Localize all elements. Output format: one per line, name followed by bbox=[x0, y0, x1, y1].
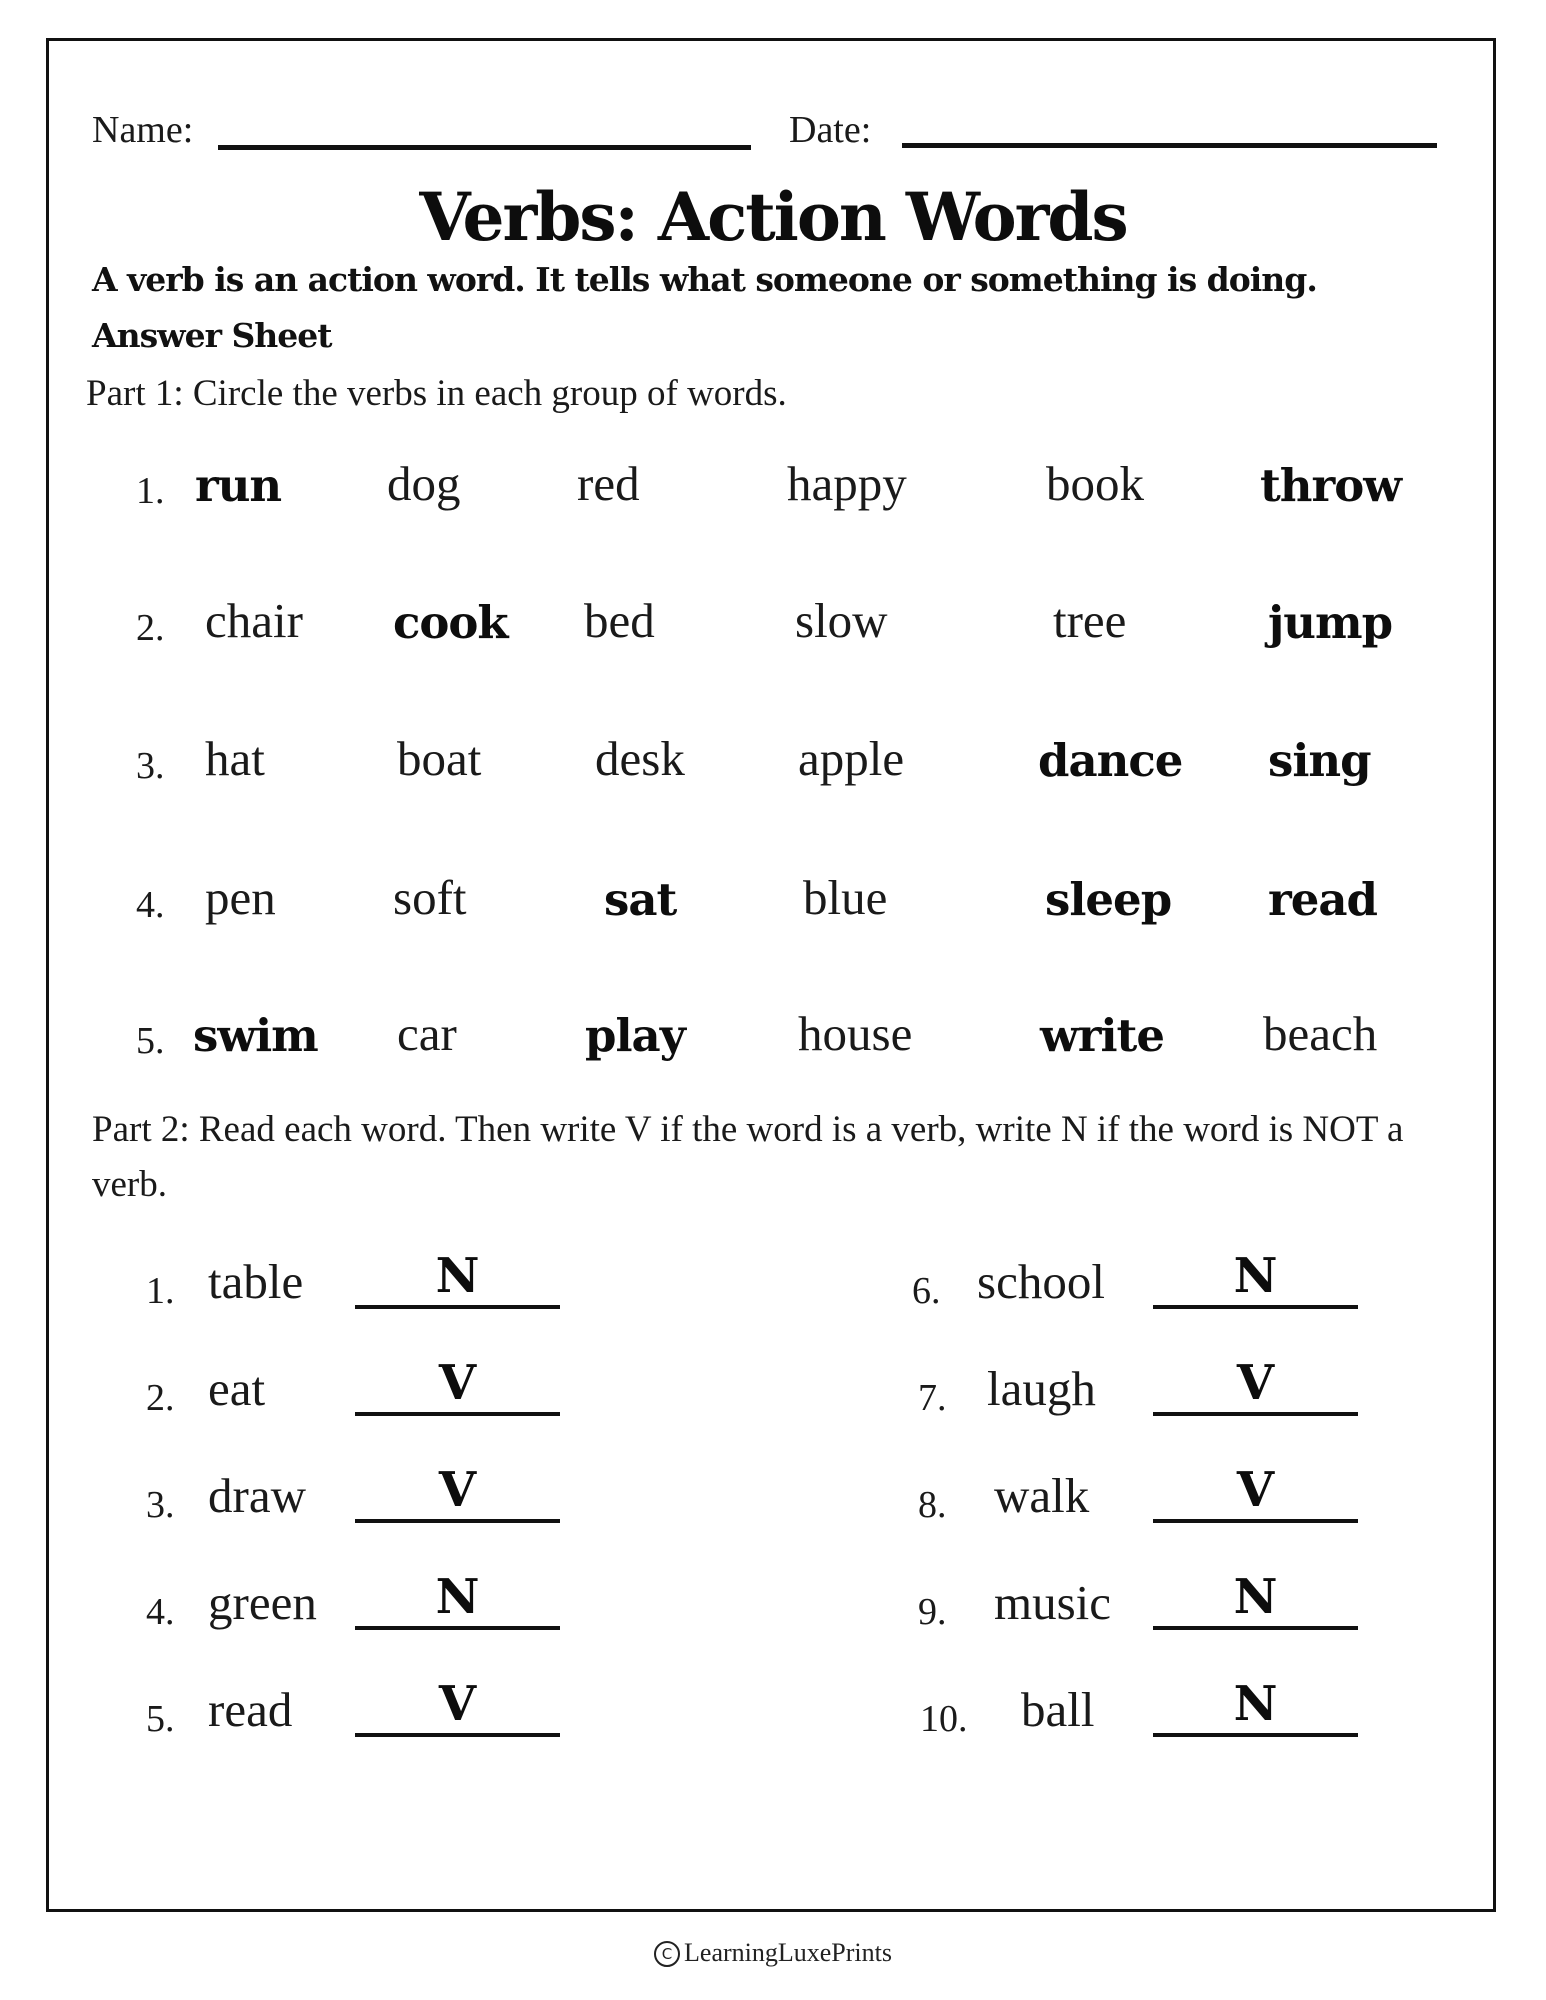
part2-answer-blank[interactable]: V bbox=[1153, 1461, 1358, 1523]
part2-answer-blank[interactable]: V bbox=[355, 1675, 560, 1737]
copyright-icon: C bbox=[654, 1941, 680, 1967]
part2-word: walk bbox=[994, 1468, 1090, 1523]
part1-word[interactable]: hat bbox=[205, 731, 265, 786]
part2-item-number: 9. bbox=[918, 1591, 947, 1633]
part2-item-number: 3. bbox=[146, 1484, 175, 1526]
part2-item-number: 8. bbox=[918, 1484, 947, 1526]
part1-word[interactable]: pen bbox=[205, 870, 276, 925]
part1-word[interactable]: desk bbox=[595, 731, 685, 786]
part1-verb-word[interactable]: cook bbox=[393, 596, 508, 649]
date-field-line[interactable] bbox=[902, 143, 1437, 148]
part1-word[interactable]: soft bbox=[393, 870, 467, 925]
part1-word[interactable]: tree bbox=[1053, 593, 1127, 648]
copyright-footer bbox=[0, 1938, 1546, 1968]
date-label: Date: bbox=[789, 109, 872, 151]
part1-word[interactable]: happy bbox=[787, 456, 907, 511]
part1-word[interactable]: chair bbox=[205, 593, 303, 648]
name-field-line[interactable] bbox=[218, 145, 751, 150]
part2-item-number: 7. bbox=[918, 1377, 947, 1419]
part1-row-number: 5. bbox=[136, 1020, 165, 1062]
part2-word: eat bbox=[208, 1361, 266, 1416]
part2-word: ball bbox=[1021, 1682, 1095, 1737]
verb-definition: A verb is an action word. It tells what someone or something is doing. bbox=[92, 260, 1317, 299]
part2-word: draw bbox=[208, 1468, 306, 1523]
brand-name: LearningLuxePrints bbox=[684, 1938, 892, 1967]
part2-item-number: 10. bbox=[920, 1698, 968, 1740]
part1-instruction: Part 1: Circle the verbs in each group of words. bbox=[86, 373, 787, 414]
part1-word[interactable]: house bbox=[798, 1006, 913, 1061]
part1-verb-word[interactable]: run bbox=[195, 459, 282, 512]
part2-word: table bbox=[208, 1254, 304, 1309]
part2-word: green bbox=[208, 1575, 317, 1630]
part2-answer-blank[interactable]: V bbox=[355, 1354, 560, 1416]
worksheet-title: Verbs: Action Words bbox=[419, 178, 1127, 256]
part2-word: music bbox=[994, 1575, 1112, 1630]
part1-row-number: 3. bbox=[136, 745, 165, 787]
part2-answer-blank[interactable]: N bbox=[355, 1568, 560, 1630]
part2-word: school bbox=[977, 1254, 1105, 1309]
part2-instruction: Part 2: Read each word. Then write V if the word is a verb, write N if the word is NOT a verb. bbox=[92, 1109, 1404, 1205]
part2-answer-blank[interactable]: N bbox=[355, 1247, 560, 1309]
part2-item-number: 1. bbox=[146, 1270, 175, 1312]
part1-word[interactable]: car bbox=[397, 1006, 457, 1061]
part1-word[interactable]: apple bbox=[798, 731, 905, 786]
part2-answer-blank[interactable]: N bbox=[1153, 1568, 1358, 1630]
answer-sheet-label: Answer Sheet bbox=[92, 316, 332, 355]
part2-answer-blank[interactable]: N bbox=[1153, 1247, 1358, 1309]
part2-item-number: 5. bbox=[146, 1698, 175, 1740]
part1-word[interactable]: slow bbox=[795, 593, 888, 648]
part2-item-number: 2. bbox=[146, 1377, 175, 1419]
part1-word[interactable]: red bbox=[577, 456, 640, 511]
part1-verb-word[interactable]: dance bbox=[1038, 734, 1183, 787]
part2-answer-blank[interactable]: V bbox=[1153, 1354, 1358, 1416]
part2-item-number: 4. bbox=[146, 1591, 175, 1633]
part2-answer-blank[interactable]: V bbox=[355, 1461, 560, 1523]
part1-row-number: 4. bbox=[136, 884, 165, 926]
part1-verb-word[interactable]: sat bbox=[604, 873, 677, 926]
part1-word[interactable]: boat bbox=[397, 731, 482, 786]
part1-verb-word[interactable]: play bbox=[585, 1009, 685, 1062]
part1-verb-word[interactable]: throw bbox=[1260, 459, 1401, 512]
part1-row-number: 2. bbox=[136, 607, 165, 649]
part1-word[interactable]: beach bbox=[1263, 1006, 1378, 1061]
part2-word: laugh bbox=[987, 1361, 1096, 1416]
part1-word[interactable]: bed bbox=[584, 593, 655, 648]
part2-item-number: 6. bbox=[912, 1270, 941, 1312]
part1-verb-word[interactable]: sleep bbox=[1045, 873, 1172, 926]
part1-verb-word[interactable]: swim bbox=[193, 1009, 318, 1062]
part2-word: read bbox=[208, 1682, 293, 1737]
part1-word[interactable]: dog bbox=[387, 456, 461, 511]
name-label: Name: bbox=[92, 109, 194, 151]
part1-verb-word[interactable]: read bbox=[1268, 873, 1377, 926]
part1-verb-word[interactable]: jump bbox=[1268, 596, 1393, 649]
part1-verb-word[interactable]: sing bbox=[1268, 734, 1371, 787]
part1-word[interactable]: book bbox=[1046, 456, 1144, 511]
part1-verb-word[interactable]: write bbox=[1040, 1009, 1164, 1062]
part1-row-number: 1. bbox=[136, 470, 165, 512]
part2-answer-blank[interactable]: N bbox=[1153, 1675, 1358, 1737]
part1-word[interactable]: blue bbox=[803, 870, 888, 925]
